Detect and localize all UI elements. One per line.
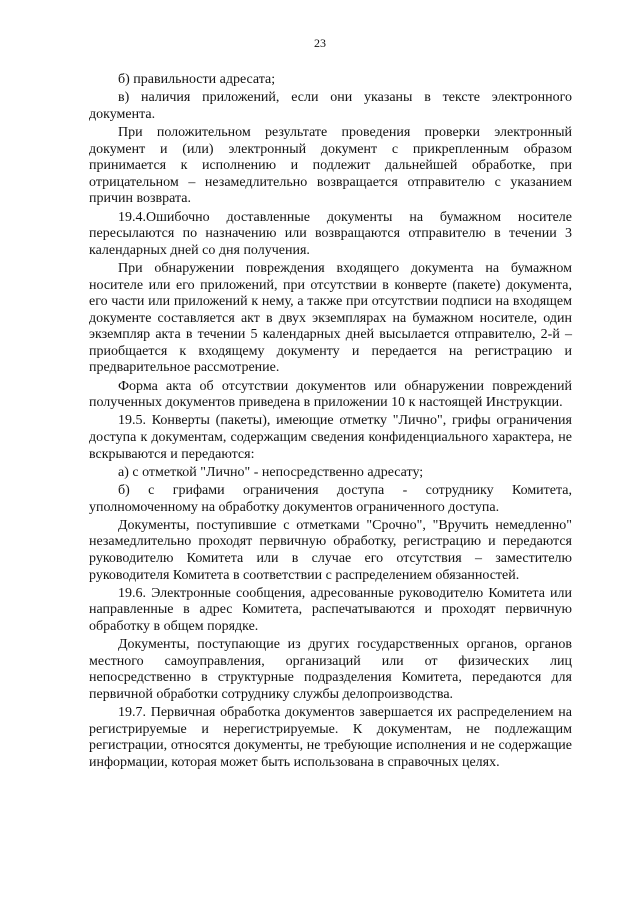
paragraph-positive-result: При положительном результате проведения проверки электронный документ и (или) электронный документ с прикрепленным образом принимается к исполнению и подлежит дальнейшей обработке, при отрицательном – незамедлительно возвращается отправителю с указанием причин возврата. (89, 124, 572, 207)
paragraph-19-4: 19.4.Ошибочно доставленные документы на бумажном носителе пересылаются по назначению или возвращаются отправителю в течении 3 календарных дней со дня получения. (89, 209, 572, 258)
page-number: 23 (314, 36, 326, 50)
paragraph-act-form: Форма акта об отсутствии документов или обнаружении повреждений полученных документов приведена в приложении 10 к настоящей Инструкции. (89, 378, 572, 411)
paragraph-item-b-restricted: б) с грифами ограничения доступа - сотруднику Комитета, уполномоченному на обработку документов ограниченного доступа. (89, 483, 572, 515)
paragraph-incoming-from-organs: Документы, поступающие из других государственных органов, органов местного самоуправления, организаций или от физических лиц непосредственно в структурные подразделения Комитета, передаются для первичной обработки сотруднику службы делопроизводства. (89, 637, 572, 702)
paragraph-19-6: 19.6. Электронные сообщения, адресованные руководителю Комитета или направленные в адрес Комитета, распечатываются и проходят первичную обработку в общем порядке. (89, 585, 572, 634)
paragraph-19-5: 19.5. Конверты (пакеты), имеющие отметку "Лично", грифы ограничения доступа к документам, содержащим сведения конфиденциального характера, не вскрываются и передаются: (89, 413, 572, 462)
paragraph-item-b: б) правильности адресата; (118, 72, 276, 87)
document-body (89, 72, 572, 773)
paragraph-damage-detection: При обнаружении повреждения входящего документа на бумажном носителе или его приложений, при отсутствии в конверте (пакете) документа, его части или приложений к нему, а также при отсутствии подписи на входящем документе составляется акт в двух экземплярах на бумажном носителе, один экземпляр акта в течении 5 календарных дней высылается отправителю, 2-й – приобщается к входящему документу и передается на регистрацию и предварительное рассмотрение. (89, 260, 572, 376)
paragraph-item-v: в) наличия приложений, если они указаны в тексте электронного документа. (89, 90, 572, 122)
paragraph-19-7: 19.7. Первичная обработка документов завершается их распределением на регистрируемые и нерегистрируемые. К документам, не подлежащим регистрации, относятся документы, не требующие исполнения и не содержащие информации, которая может быть использована в справочных целях. (89, 705, 572, 770)
paragraph-urgent-documents: Документы, поступившие с отметками "Срочно", "Вручить немедленно" незамедлительно проходят первичную обработку, регистрацию и передаются руководителю Комитета или в случае его отсутствия – заместителю руководителя Комитета в соответствии с распределением обязанностей. (89, 517, 572, 583)
paragraph-item-a-personal: а) с отметкой "Лично" - непосредственно адресату; (118, 464, 424, 480)
